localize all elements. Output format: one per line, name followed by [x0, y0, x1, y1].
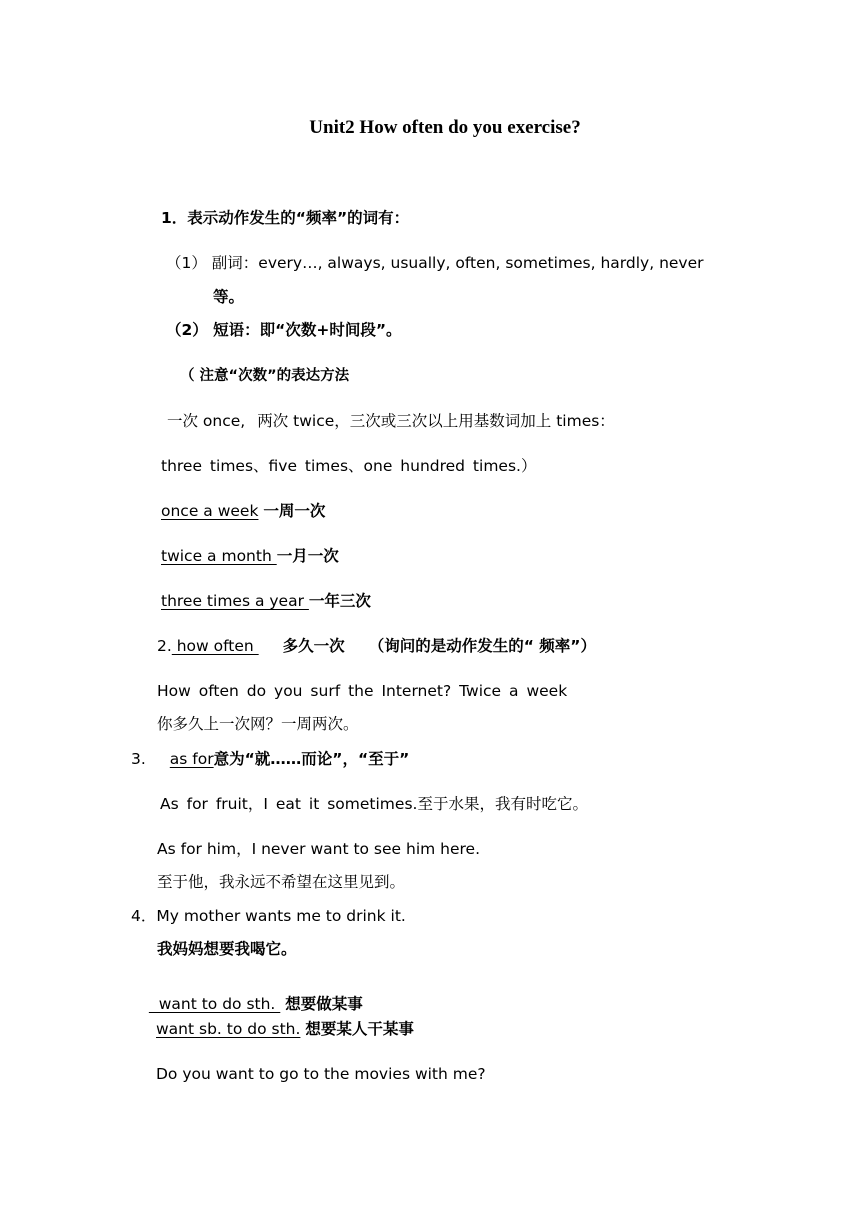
- count-examples: three times、five times、one hundred times.）: [161, 457, 537, 475]
- example-three-times-a-year: [161, 591, 371, 611]
- phrase-want-to-do: [139, 974, 363, 1014]
- section-1-heading: 1．表示动作发生的“频率”的词有：: [161, 209, 410, 227]
- section-4-heading-zh: 我妈妈想要我喝它。: [157, 940, 297, 958]
- phrase-meaning: 想要做某事: [285, 995, 363, 1013]
- section-number: 3.: [131, 750, 146, 768]
- section-2-heading: [157, 636, 596, 656]
- phrases-line: （2） 短语：即“次数+时间段”。: [166, 321, 402, 339]
- count-rule-twice: 两次 twice，三次或三次以上用基数词加上 times：: [257, 412, 615, 430]
- phrase-meaning: 想要某人干某事: [305, 1020, 414, 1038]
- key-phrase: as for: [169, 750, 214, 768]
- example-meaning: 一周一次: [263, 502, 326, 520]
- section-3-example-1: As for fruit，I eat it sometimes.至于水果，我有时吃它。: [160, 795, 588, 813]
- section-4-example: Do you want to go to the movies with me?: [156, 1065, 486, 1083]
- phrase-meaning: 多久一次: [282, 637, 345, 655]
- adverbs-line: （1） 副词：every…, always, usually, often, sometimes, hardly, never: [166, 254, 704, 272]
- example-twice-a-month: [161, 546, 339, 566]
- section-3-heading: [131, 749, 409, 769]
- phrase-note: （询问的是动作发生的“ 频率”）: [368, 637, 596, 655]
- example-meaning: 一月一次: [276, 547, 339, 565]
- example-once-a-week: [161, 501, 325, 521]
- section-4-heading: 4．My mother wants me to drink it.: [131, 907, 406, 925]
- count-rule: [167, 411, 615, 431]
- count-note: （ 注意“次数”的表达方法: [180, 368, 350, 384]
- adverbs-line-cont: 等。: [213, 288, 245, 306]
- section-3-example-2-en: As for him，I never want to see him here.: [157, 840, 481, 858]
- section-2-example-zh: 你多久上一次网？一周两次。: [157, 715, 359, 733]
- example-meaning: 一年三次: [308, 592, 371, 610]
- section-3-example-2-zh: 至于他，我永远不希望在这里见到。: [157, 873, 406, 891]
- example-phrase: three times a year: [161, 592, 309, 610]
- document-title: Unit2 How often do you exercise?: [309, 117, 581, 138]
- key-phrase: how often: [171, 637, 259, 655]
- section-2-example-en: How often do you surf the Internet? Twice a week: [157, 682, 568, 700]
- phrase-meaning: 意为“就……而论”，“至于”: [213, 750, 410, 768]
- phrase-want-sb-to-do: [156, 1019, 414, 1039]
- count-rule-once: 一次 once,: [167, 412, 246, 430]
- key-phrase: want to do sth.: [148, 995, 281, 1013]
- key-phrase: want sb. to do sth.: [156, 1020, 301, 1038]
- example-phrase: twice a month: [161, 547, 277, 565]
- section-number: 2.: [157, 637, 172, 655]
- example-phrase: once a week: [161, 502, 259, 520]
